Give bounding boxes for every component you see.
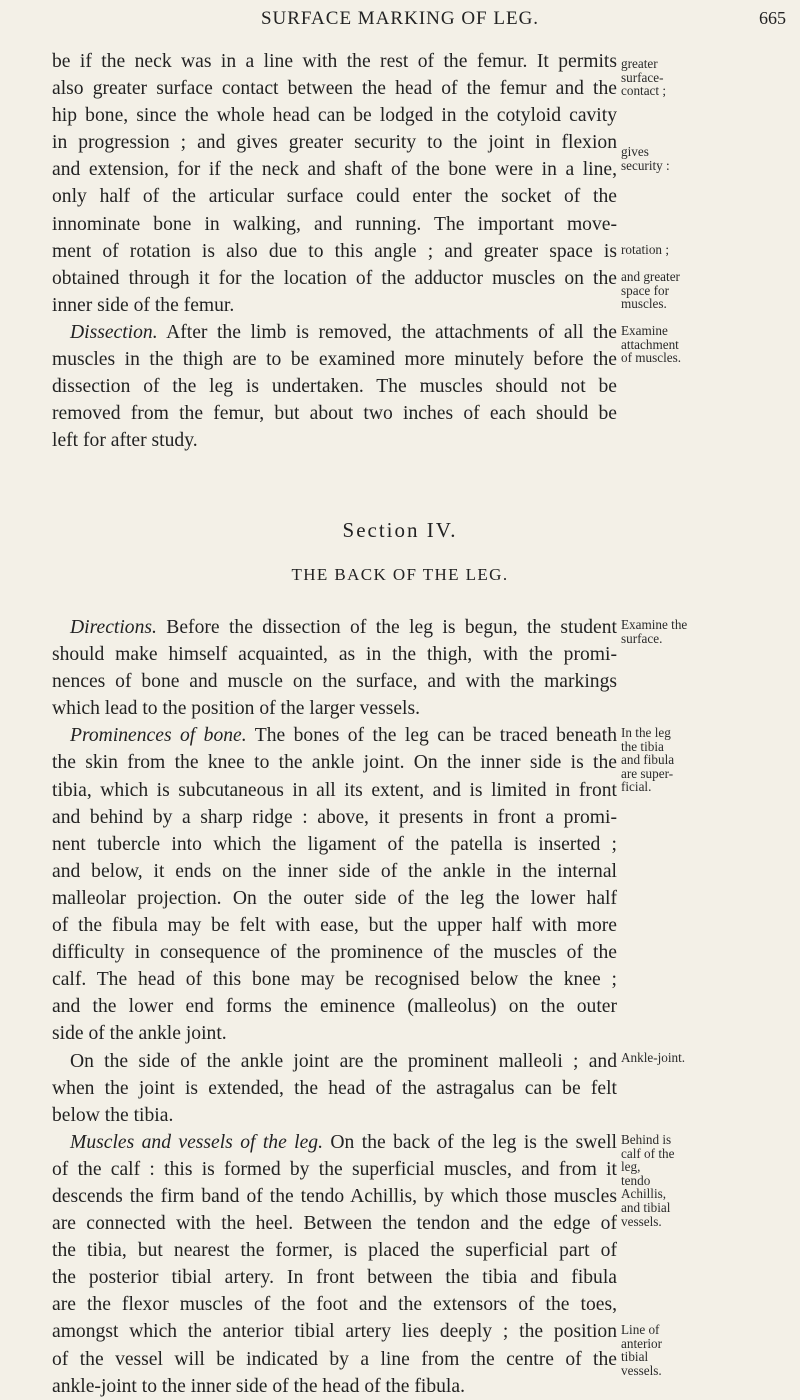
margin-note-line: vessels.	[621, 1213, 662, 1229]
text-fragment: The bones of the leg can be traced beneath	[254, 725, 617, 747]
dissection-label: Dissection.	[70, 321, 158, 343]
text-line: innominate bone in walking, and running. The important move-	[52, 213, 617, 235]
paragraph-femur-neck	[52, 48, 617, 454]
margin-note-line: security :	[621, 157, 670, 173]
text-line: the skin from the knee to the ankle joint. On the inner side is the	[52, 752, 617, 774]
text-line: dissection of the leg is undertaken. The muscles should not be	[52, 376, 617, 398]
running-head	[0, 8, 800, 38]
directions-label: Directions.	[70, 617, 157, 638]
text-line: descends the firm band of the tendo Achillis, by which those muscles	[52, 1185, 617, 1207]
text-line: only half of the articular surface could enter the socket of the	[52, 186, 617, 208]
margin-note-line: Examine	[621, 323, 668, 338]
margin-note-gives-security	[621, 145, 791, 172]
muscles-label: Muscles and vessels of the leg.	[70, 1131, 323, 1153]
margin-note-anterior-tibial	[621, 1323, 791, 1377]
text-line: calf. The head of this bone may be recognised below the knee ;	[52, 969, 617, 991]
margin-note-line: Ankle-joint.	[621, 1050, 686, 1065]
text-line: below the tibia.	[52, 1104, 174, 1126]
margin-note-examine-surface	[621, 618, 791, 645]
text-fragment: On the back of the leg is the swell	[330, 1131, 617, 1153]
text-line: should make himself acquainted, as in the thigh, with the promi-	[52, 644, 617, 666]
text-line: of the fibula may be felt with ease, but the upper half with more	[52, 915, 617, 937]
text-line: and below, it ends on the inner side of the ankle in the internal	[52, 860, 617, 882]
margin-note-line: attachment	[621, 336, 679, 352]
margin-note-line: contact ;	[621, 83, 667, 99]
text-line: of the vessel will be indicated by a line from the centre of the	[52, 1348, 617, 1370]
text-line: amongst which the anterior tibial artery lies deeply ; the position	[52, 1321, 617, 1343]
text-line: removed from the femur, but about two inches of each should be	[52, 403, 617, 425]
text-line: be if the neck was in a line with the rest of the femur. It permits	[52, 51, 617, 72]
margin-note-line: vessels.	[621, 1362, 662, 1378]
margin-note-line: Examine the	[621, 617, 688, 632]
text-line: of the calf : this is formed by the superficial muscles, and from it	[52, 1158, 617, 1180]
margin-note-greater-space	[621, 270, 791, 311]
margin-note-line: surface-	[621, 69, 664, 85]
text-line: are connected with the heel. Between the tendon and the edge of	[52, 1213, 617, 1235]
text-line: nences of bone and muscle on the surface, and with the markings	[52, 671, 617, 693]
text-line: and behind by a sharp ridge : above, it presents in front a promi-	[52, 806, 617, 828]
text-line: hip bone, since the whole head can be lodged in the cotyloid cavity	[52, 105, 617, 127]
margin-note-line: tibial	[621, 1349, 649, 1365]
margin-note-line: tendo	[621, 1172, 651, 1188]
margin-note-line: leg,	[621, 1159, 641, 1175]
text-line: On the side of the ankle joint are the prominent malleoli ; and	[70, 1050, 617, 1072]
text-line: inner side of the femur.	[52, 294, 235, 316]
text-line: and extension, for if the neck and shaft of the bone were in a line,	[52, 159, 617, 181]
text-fragment: After the limb is removed, the attachments of all the	[166, 321, 617, 343]
margin-note-line: of muscles.	[621, 350, 682, 366]
margin-note-line: and fibula	[621, 752, 675, 768]
text-line: left for after study.	[52, 430, 198, 452]
margin-note-line: space for	[621, 282, 669, 298]
text-line: in progression ; and gives greater security to the joint in flexion	[52, 132, 617, 154]
text-line: difficulty in consequence of the prominence of the muscles of the	[52, 942, 617, 964]
text-line: also greater surface contact between the head of the femur and the	[52, 78, 617, 100]
text-line: the tibia, but nearest the former, is placed the superficial part of	[52, 1240, 617, 1262]
text-line: which lead to the position of the larger vessels.	[52, 698, 421, 720]
text-line: nent tubercle into which the ligament of the patella is inserted ;	[52, 833, 617, 855]
page-number: 665	[759, 8, 786, 28]
running-title: SURFACE MARKING OF LEG.	[260, 8, 540, 29]
muscles-first-line	[52, 1129, 617, 1156]
text-line: tibia, which is subcutaneous in all its extent, and is limited in front	[52, 779, 617, 801]
text-line: when the joint is extended, the head of the astragalus can be felt	[52, 1077, 617, 1099]
margin-note-line: surface.	[621, 630, 663, 646]
margin-note-line: ficial.	[621, 779, 652, 795]
dissection-first-line	[52, 319, 617, 346]
margin-note-examine-attachment	[621, 324, 791, 365]
margin-note-line: rotation ;	[621, 242, 669, 257]
text-fragment: Before the dissection of the leg is begun, the student	[166, 617, 617, 638]
margin-note-line: and greater	[621, 269, 680, 284]
margin-note-line: calf of the	[621, 1145, 675, 1161]
margin-note-line: gives	[621, 144, 649, 159]
section-body	[52, 614, 617, 1400]
text-line: the posterior tibial artery. In front between the tibia and fibula	[52, 1267, 617, 1289]
margin-note-line: greater	[621, 56, 658, 71]
margin-note-line: Behind is	[621, 1132, 672, 1147]
directions-first-line	[52, 614, 617, 641]
text-line: and the lower end forms the eminence (malleolus) on the outer	[52, 996, 617, 1018]
prominences-first-line	[52, 722, 617, 749]
prominences-label: Prominences of bone.	[70, 725, 247, 747]
text-line: muscles in the thigh are to be examined more minutely before the	[52, 349, 617, 371]
text-line: malleolar projection. On the outer side of the leg the lower half	[52, 887, 617, 909]
text-line: side of the ankle joint.	[52, 1023, 227, 1045]
margin-note-line: anterior	[621, 1335, 663, 1351]
margin-note-tibia-fibula	[621, 726, 791, 794]
margin-note-line: the tibia	[621, 738, 664, 754]
margin-note-greater-surface-contact	[621, 57, 791, 98]
text-line: are the flexor muscles of the foot and the extensors of the toes,	[52, 1294, 617, 1316]
section-subheading: THE BACK OF THE LEG.	[291, 565, 509, 584]
margin-note-ankle-joint	[621, 1051, 791, 1065]
text-line: ment of rotation is also due to this angle ; and greater space is	[52, 240, 617, 262]
section-heading: Section IV.	[342, 518, 458, 542]
margin-note-line: Achillis,	[621, 1186, 667, 1202]
text-line: obtained through it for the location of the adductor muscles on the	[52, 267, 617, 289]
margin-note-rotation	[621, 243, 791, 257]
margin-note-line: are super-	[621, 765, 674, 781]
margin-note-line: Line of	[621, 1322, 660, 1337]
margin-note-calf	[621, 1133, 791, 1228]
margin-note-line: and tibial	[621, 1199, 671, 1215]
text-line: ankle-joint to the inner side of the head of the fibula.	[52, 1375, 465, 1397]
margin-note-line: muscles.	[621, 296, 667, 312]
margin-note-line: In the leg	[621, 725, 671, 740]
